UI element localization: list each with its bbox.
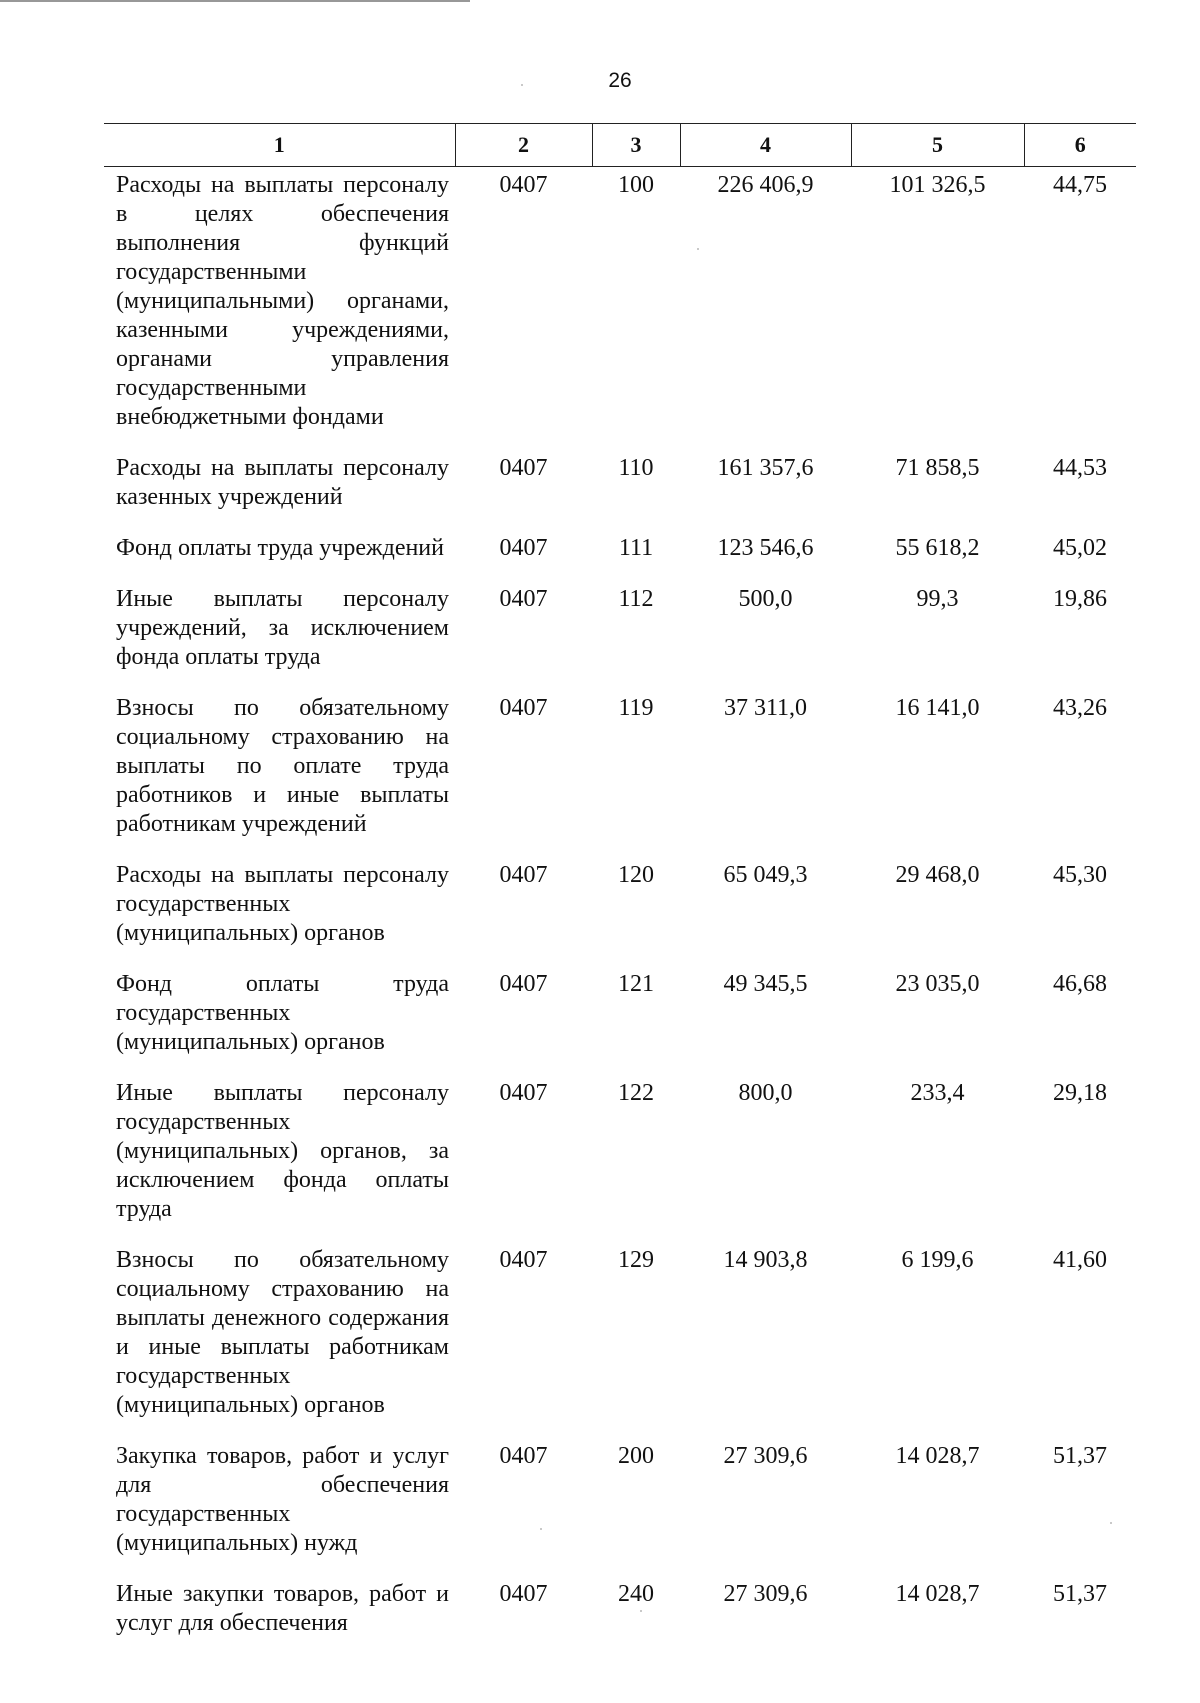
row-plan: 14 903,8 — [723, 1247, 808, 1273]
row-section: 0407 — [499, 971, 548, 997]
row-name: Взносы по обязательному социальному страхованию на выплаты денежного содержания и иные выплаты работникам государственных (муниципальных) органов — [116, 1247, 449, 1418]
row-code: 100 — [618, 172, 654, 198]
scan-speck — [697, 248, 699, 250]
row-percent: 46,68 — [1053, 971, 1107, 997]
row-plan: 27 309,6 — [723, 1443, 808, 1469]
row-plan: 37 311,0 — [723, 695, 808, 721]
row-plan: 800,0 — [738, 1080, 793, 1106]
row-fact: 233,4 — [910, 1080, 965, 1106]
table-row — [104, 857, 1136, 966]
row-percent: 19,86 — [1053, 586, 1107, 612]
row-fact: 6 199,6 — [901, 1247, 974, 1273]
row-plan: 161 357,6 — [717, 455, 814, 481]
row-section: 0407 — [499, 1443, 548, 1469]
row-fact: 14 028,7 — [895, 1443, 980, 1469]
header-col-4: 4 — [680, 124, 851, 167]
row-plan: 27 309,6 — [723, 1581, 808, 1607]
row-name: Расходы на выплаты персоналу государственных (муниципальных) органов — [116, 862, 449, 946]
row-section: 0407 — [499, 862, 548, 888]
row-percent: 44,75 — [1053, 172, 1107, 198]
row-fact: 29 468,0 — [895, 862, 980, 888]
table-row — [104, 690, 1136, 857]
row-plan: 65 049,3 — [723, 862, 808, 888]
budget-table — [104, 123, 1136, 1656]
row-fact: 71 858,5 — [895, 455, 980, 481]
scan-speck — [521, 84, 523, 86]
header-row — [104, 124, 1136, 167]
table-row — [104, 1075, 1136, 1242]
row-plan: 226 406,9 — [717, 172, 814, 198]
row-code: 119 — [618, 695, 654, 721]
row-section: 0407 — [499, 695, 548, 721]
row-name: Иные выплаты персоналу государственных (муниципальных) органов, за исключением фонда оплаты труда — [116, 1080, 449, 1222]
row-section: 0407 — [499, 1080, 548, 1106]
row-fact: 14 028,7 — [895, 1581, 980, 1607]
scan-speck — [640, 1610, 642, 1612]
budget-table-container — [104, 123, 1136, 1656]
row-percent: 45,02 — [1053, 535, 1107, 561]
row-name: Взносы по обязательному социальному страхованию на выплаты по оплате труда работников и иные выплаты работникам учреждений — [116, 695, 449, 837]
row-section: 0407 — [499, 172, 548, 198]
table-row — [104, 581, 1136, 690]
row-fact: 16 141,0 — [895, 695, 980, 721]
row-percent: 45,30 — [1053, 862, 1107, 888]
row-plan: 49 345,5 — [723, 971, 808, 997]
row-percent: 41,60 — [1053, 1247, 1107, 1273]
row-code: 200 — [618, 1443, 654, 1469]
table-row — [104, 1438, 1136, 1576]
table-row — [104, 1242, 1136, 1438]
row-section: 0407 — [499, 1247, 548, 1273]
row-section: 0407 — [499, 1581, 548, 1607]
row-code: 120 — [618, 862, 654, 888]
table-header — [104, 124, 1136, 167]
row-code: 111 — [618, 535, 654, 561]
table-row — [104, 167, 1136, 451]
row-name: Фонд оплаты труда учреждений — [116, 535, 444, 561]
header-col-3: 3 — [592, 124, 680, 167]
row-name: Расходы на выплаты персоналу в целях обеспечения выполнения функций государственными (муниципальными) органами, казенными учреждениями, органами управления государственными внебюджетными фондами — [116, 172, 449, 430]
row-name: Иные выплаты персоналу учреждений, за исключением фонда оплаты труда — [116, 586, 449, 670]
row-section: 0407 — [499, 586, 548, 612]
row-plan: 123 546,6 — [717, 535, 814, 561]
row-code: 122 — [618, 1080, 654, 1106]
row-section: 0407 — [499, 535, 548, 561]
row-percent: 51,37 — [1053, 1581, 1107, 1607]
header-col-5: 5 — [851, 124, 1024, 167]
table-row — [104, 530, 1136, 581]
row-code: 129 — [618, 1247, 654, 1273]
row-code: 240 — [618, 1581, 654, 1607]
row-fact: 55 618,2 — [895, 535, 980, 561]
row-percent: 44,53 — [1053, 455, 1107, 481]
row-percent: 43,26 — [1053, 695, 1107, 721]
row-fact: 99,3 — [916, 586, 959, 612]
row-percent: 51,37 — [1053, 1443, 1107, 1469]
row-code: 112 — [618, 586, 654, 612]
table-row — [104, 966, 1136, 1075]
page-number: 26 — [608, 69, 632, 92]
header-col-2: 2 — [455, 124, 592, 167]
header-col-6: 6 — [1024, 124, 1136, 167]
row-code: 110 — [618, 455, 654, 481]
row-plan: 500,0 — [738, 586, 793, 612]
scan-speck — [1110, 1522, 1112, 1524]
row-name: Иные закупки товаров, работ и услуг для обеспечения — [116, 1581, 449, 1636]
scan-edge-line — [0, 0, 470, 2]
row-name: Фонд оплаты труда государственных (муниципальных) органов — [116, 971, 449, 1055]
row-section: 0407 — [499, 455, 548, 481]
table-row — [104, 1576, 1136, 1656]
table-row — [104, 450, 1136, 530]
table-body — [104, 167, 1136, 1657]
row-name: Закупка товаров, работ и услуг для обеспечения государственных (муниципальных) нужд — [116, 1443, 449, 1556]
row-fact: 23 035,0 — [895, 971, 980, 997]
row-fact: 101 326,5 — [889, 172, 986, 198]
scan-speck — [540, 1528, 542, 1530]
row-code: 121 — [618, 971, 654, 997]
row-percent: 29,18 — [1053, 1080, 1107, 1106]
row-name: Расходы на выплаты персоналу казенных учреждений — [116, 455, 449, 510]
header-col-1: 1 — [104, 124, 455, 167]
